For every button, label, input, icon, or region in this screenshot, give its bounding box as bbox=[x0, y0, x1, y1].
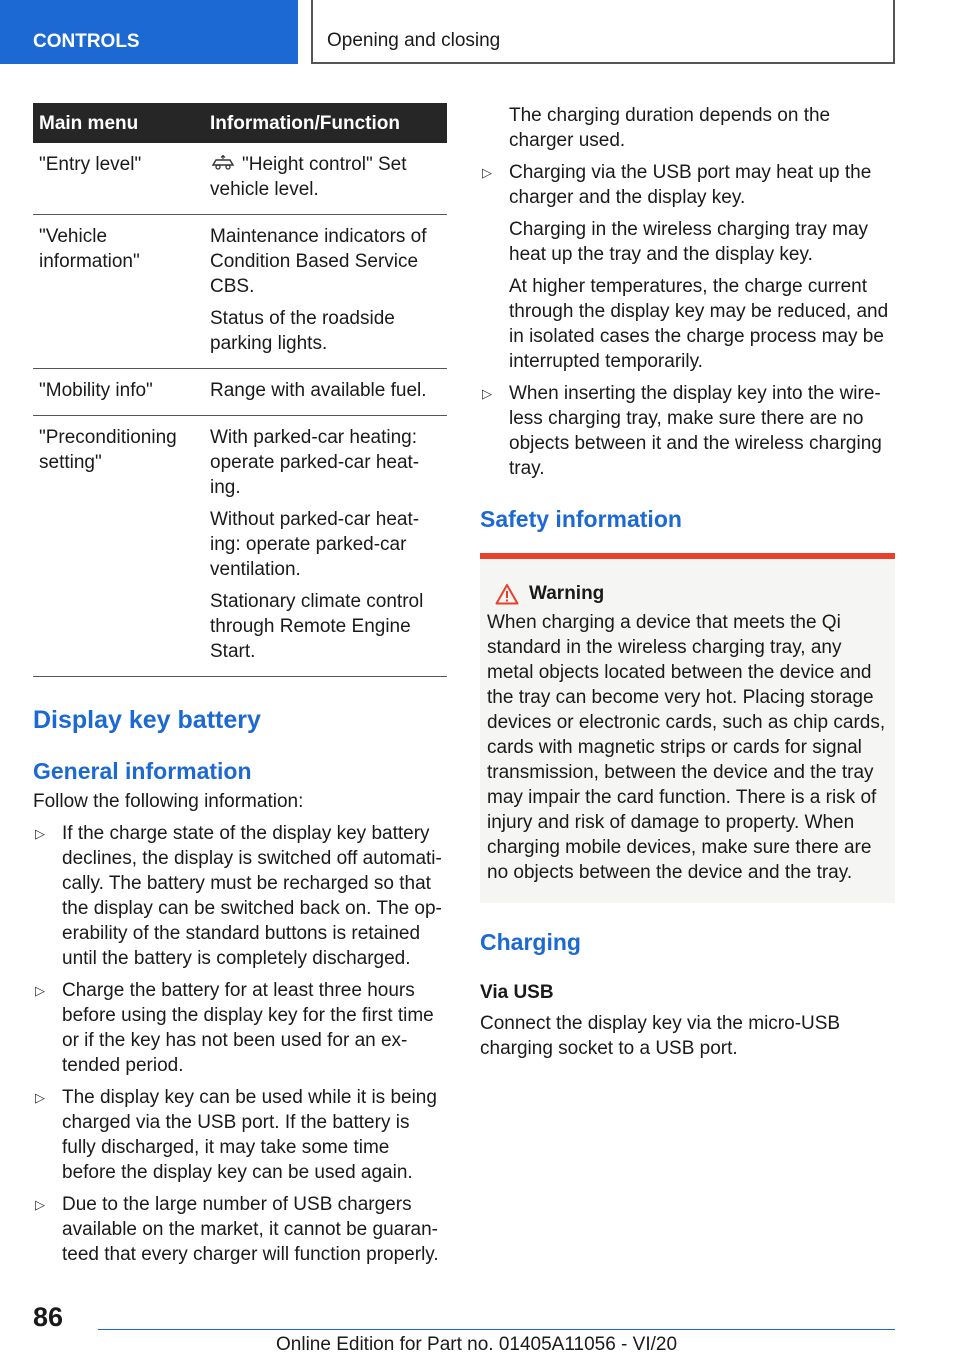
subsection-title: General information bbox=[33, 758, 252, 784]
triangle-right-icon: ▷ bbox=[482, 165, 492, 180]
intro-text: Follow the following information: bbox=[33, 791, 304, 812]
table-row bbox=[33, 369, 447, 416]
list-item: ▷ When inserting the display key into the wire-less charging tray, make sure there are no objects between it and the wireless charging tray. bbox=[482, 383, 882, 479]
list-item: ▷ If the charge state of the display key battery declines, the display is switched off automati-cally. The battery must be recharged so that the display can be switched back on. The op-erability of the standard buttons is retained until the battery is completely discharged. bbox=[35, 823, 442, 969]
header-chapter: Opening and closing bbox=[311, 0, 895, 64]
table-cell-menu: "Preconditioning setting" bbox=[33, 416, 204, 677]
triangle-right-icon: ▷ bbox=[35, 1197, 45, 1212]
table-cell-info: Maintenance indicators of Condition Based Service CBS. Status of the roadside parking lights. bbox=[204, 215, 447, 369]
triangle-right-icon: ▷ bbox=[482, 386, 492, 401]
table-row bbox=[33, 416, 447, 677]
table-cell-menu: "Entry level" bbox=[33, 143, 204, 215]
page-number: 86 bbox=[33, 1302, 64, 1332]
section-title: Display key battery bbox=[33, 706, 261, 734]
continued-text: The charging duration depends on the charger used. bbox=[509, 105, 831, 151]
footer-divider bbox=[98, 1329, 895, 1330]
bullet-list bbox=[33, 821, 447, 1267]
list-item: ▷ Charging via the USB port may heat up the charger and the display key. Charging in the wireless charging tray may heat up the tray and the display key. At higher temperatures, the charge current through the display key may be reduced, and in isolated cases the charge process may be interrupted temporarily. bbox=[482, 162, 889, 372]
warning-text: When charging a device that meets the Qi standard in the wireless charging tray, any metal objects located between the device and the tray can become very hot. Placing storage devices or electronic cards, such as chip cards, cards with magnetic strips or cards for signal transmission, between the device and the tray may impair the card function. There is a risk of injury and risk of damage to property. When charging mobile devices, make sure there are no objects between the device and the tray. bbox=[487, 612, 886, 883]
table-row bbox=[33, 215, 447, 369]
table-cell-info: Range with available fuel. bbox=[204, 369, 447, 416]
table-header: Information/Function bbox=[204, 103, 447, 143]
right-column bbox=[480, 103, 895, 1061]
bullet-list bbox=[480, 160, 895, 481]
table-cell-menu: "Vehicle information" bbox=[33, 215, 204, 369]
triangle-right-icon: ▷ bbox=[35, 983, 45, 998]
list-item: ▷ Charge the battery for at least three hours before using the display key for the first time or if the key has not been used for an ex-tended period. bbox=[35, 980, 434, 1076]
list-item: ▷ Due to the large number of USB chargers available on the market, it cannot be guaran-teed that every charger will function properly. bbox=[35, 1194, 439, 1265]
charging-title: Charging bbox=[480, 929, 581, 955]
table-cell-info: "Height control" Set vehicle level. bbox=[204, 143, 447, 215]
via-usb-text: Connect the display key via the micro-USB charging socket to a USB port. bbox=[480, 1013, 841, 1059]
table-cell-menu: "Mobility info" bbox=[33, 369, 204, 416]
warning-triangle-icon bbox=[495, 583, 519, 605]
table-row bbox=[33, 143, 447, 215]
safety-title: Safety information bbox=[480, 506, 682, 532]
left-column bbox=[33, 103, 447, 1267]
header-section: CONTROLS bbox=[0, 0, 298, 64]
table-header: Main menu bbox=[33, 103, 204, 143]
footer-edition: Online Edition for Part no. 01405A11056 - VI/20 bbox=[276, 1334, 678, 1355]
warning-heading: Warning bbox=[487, 581, 888, 606]
list-item: ▷ The display key can be used while it is being charged via the USB port. If the battery is fully discharged, it may take some time before the display key can be used again. bbox=[35, 1087, 437, 1183]
warning-box bbox=[480, 553, 895, 903]
table-cell-info: With parked-car heating: operate parked-car heat-ing. Without parked-car heat-ing: operate parked-car ventilation. Stationary climate control through Remote Engine Start. bbox=[204, 416, 447, 677]
triangle-right-icon: ▷ bbox=[35, 826, 45, 841]
car-height-icon bbox=[210, 155, 236, 171]
table-header-row bbox=[33, 103, 447, 143]
menu-table bbox=[33, 103, 447, 677]
via-usb-title: Via USB bbox=[480, 982, 554, 1003]
triangle-right-icon: ▷ bbox=[35, 1090, 45, 1105]
